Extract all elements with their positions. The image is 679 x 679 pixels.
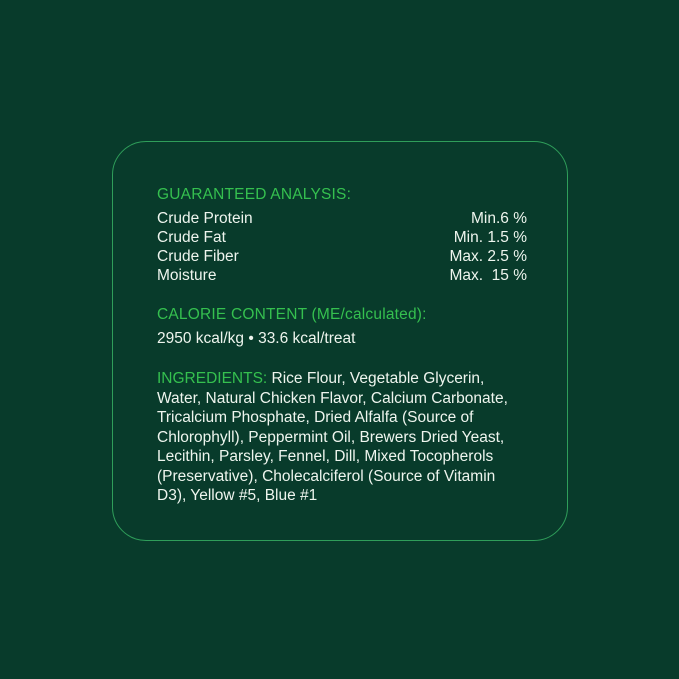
spacer	[157, 348, 527, 369]
nutrient-value: Min.6 %	[471, 210, 527, 227]
table-row	[157, 228, 527, 247]
guaranteed-analysis-section	[157, 186, 527, 285]
label-content	[157, 186, 527, 506]
nutrient-value: Min. 1.5 %	[453, 229, 527, 246]
table-row	[157, 247, 527, 266]
calorie-content-value: 2950 kcal/kg • 33.6 kcal/treat	[157, 330, 356, 347]
table-row	[157, 266, 527, 285]
nutrient-value: Max. 2.5 %	[449, 248, 527, 265]
ingredients-section	[157, 369, 527, 506]
spacer	[157, 285, 527, 306]
ingredients-paragraph	[157, 369, 527, 506]
nutrient-name: Crude Fiber	[157, 248, 239, 265]
table-row	[157, 209, 527, 228]
guaranteed-analysis-table	[157, 209, 527, 285]
ingredients-text: Rice Flour, Vegetable Glycerin, Water, Natural Chicken Flavor, Calcium Carbonate, Tricalcium Phosphate, Dried Alfalfa (Source of Chlorophyll), Peppermint Oil, Brewers Dried Yeast, Lecithin, Parsley, Fennel, Dill, Mixed Tocopherols (Preservative), Cholecalciferol (Source of Vitamin D3), Yellow #5, Blue #1	[157, 370, 508, 504]
nutrient-name: Crude Protein	[157, 210, 253, 227]
ingredients-label: INGREDIENTS:	[157, 370, 268, 387]
nutrient-value: Max. 15 %	[449, 267, 527, 284]
nutrient-name: Crude Fat	[157, 229, 226, 246]
calorie-content-section	[157, 306, 527, 348]
guaranteed-analysis-heading: GUARANTEED ANALYSIS:	[157, 186, 352, 203]
calorie-content-heading: CALORIE CONTENT (ME/calculated):	[157, 306, 427, 323]
nutrient-name: Moisture	[157, 267, 217, 284]
